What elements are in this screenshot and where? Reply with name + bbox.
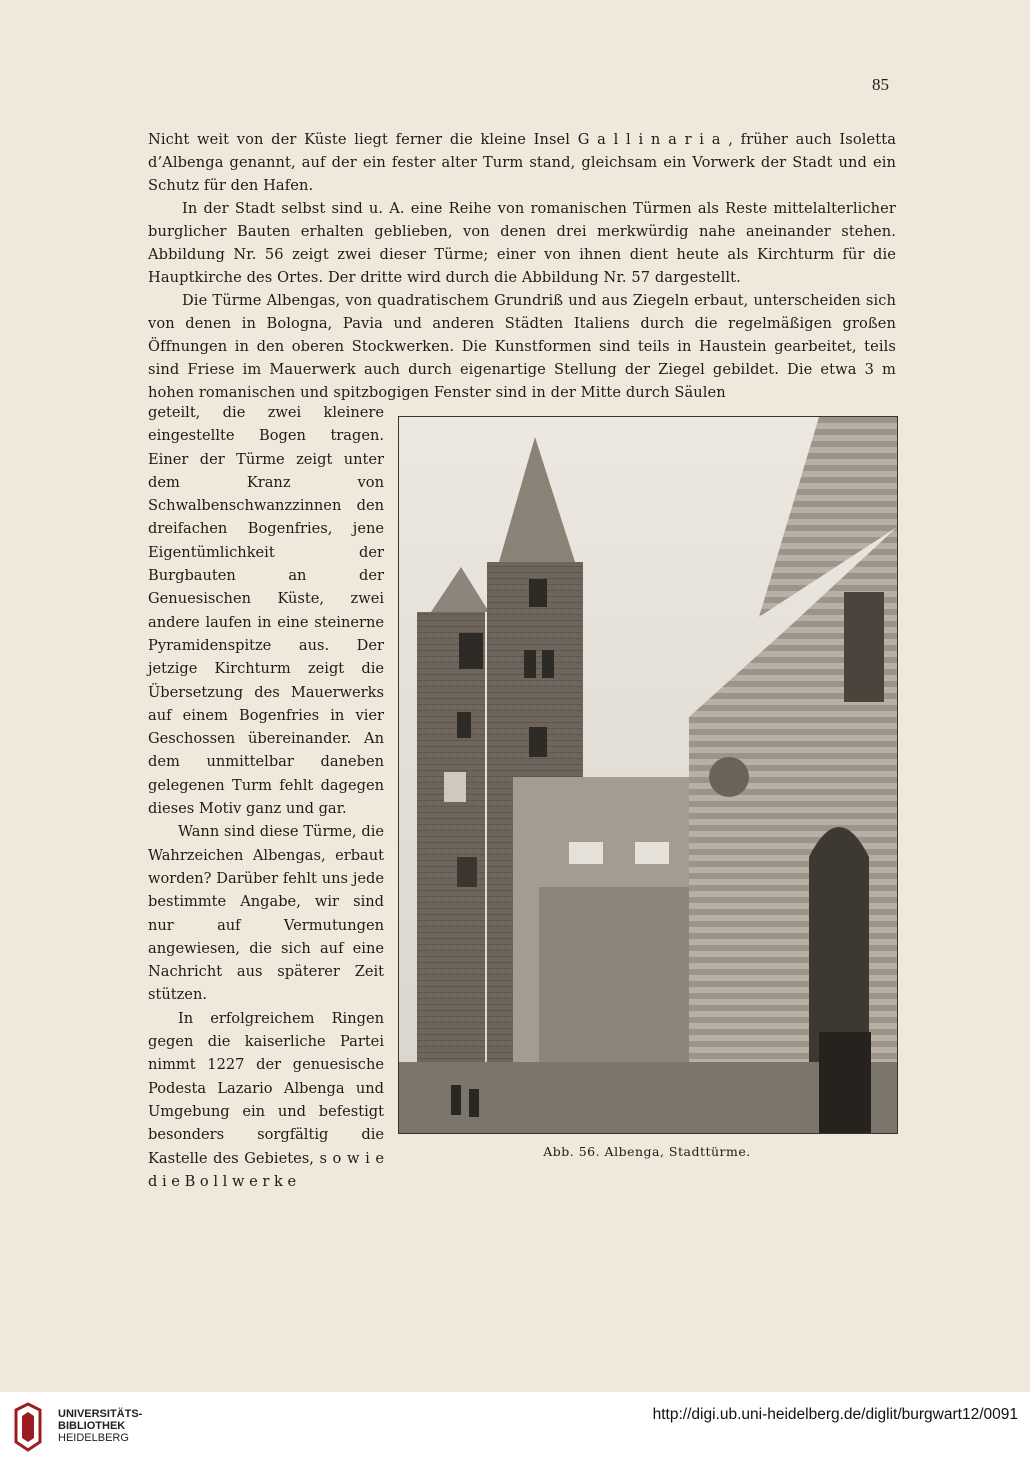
page-number: 85 [872, 75, 889, 94]
paragraph-3-continued: geteilt, die zwei kleinere eingestellte Bogen tragen. Einer der Türme zeigt unter dem Kranz von Schwalbenschwanzzinnen den dreifachen Bogenfries, jene Eigentümlichkeit der Burgbauten an der Genuesischen Küste, zwei andere laufen in eine steinerne Pyramidenspitze aus. Der jetzige Kirchturm zeigt die Übersetzung des Mauerwerks auf einem Bogenfries in vier Geschossen übereinander. An dem unmittelbar daneben gelegenen Turm fehlt dagegen dieses Motiv ganz und gar. [148, 404, 384, 818]
figure-caption: Abb. 56. Albenga, Stadttürme. [543, 1144, 751, 1159]
source-url-link[interactable]: http://digi.ub.uni-heidelberg.de/diglit/burgwart12/0091 [652, 1406, 1018, 1423]
body-text-column [148, 401, 384, 1193]
body-text-top [148, 128, 896, 404]
library-logo-icon [10, 1402, 46, 1452]
logo-line-1: UNIVERSITÄTS- [58, 1408, 143, 1420]
logo-line-2: BIBLIOTHEK [58, 1420, 126, 1432]
towers-photo-illustration [399, 417, 897, 1133]
paragraph-4: Wann sind diese Türme, die Wahrzeichen Albengas, erbaut worden? Darüber fehlt uns jede bestimmte Angabe, wir sind nur auf Vermutungen angewiesen, die sich auf eine Nachricht aus späterer Zeit stützen. [148, 823, 384, 1004]
library-name [58, 1408, 142, 1444]
logo-line-3: HEIDELBERG [58, 1432, 129, 1444]
paragraph-5: In erfolgreichem Ringen gegen die kaiserliche Partei nimmt 1227 der genuesische Podesta Lazario Albenga und Umgebung ein und befestigt besonders sorgfältig die Kastelle des Gebietes, s o w i e d i e B o l l w e r k e [148, 1009, 384, 1190]
page-footer [0, 1392, 1030, 1462]
library-logo[interactable] [10, 1402, 170, 1452]
figure-photograph [398, 416, 898, 1134]
paragraph-1: Nicht weit von der Küste liegt ferner die kleine Insel G a l l i n a r i a , früher auch Isoletta d’Albenga genannt, auf der ein fester alter Turm stand, gleichsam ein Vorwerk der Stadt und ein Schutz für den Hafen. [148, 131, 896, 194]
paragraph-3: Die Türme Albengas, von quadratischem Grundriß und aus Ziegeln erbaut, unterscheiden sich von denen in Bologna, Pavia und anderen Städten Italiens durch die regelmäßigen großen Öffnungen in den oberen Stockwerken. Die Kunstformen sind teils in Haustein gearbeitet, teils sind Friese im Mauerwerk auch durch eigenartige Stellung der Ziegel gebildet. Die etwa 3 m hohen romanischen und spitzbogigen Fenster sind in der Mitte durch Säulen [148, 292, 896, 401]
paragraph-2: In der Stadt selbst sind u. A. eine Reihe von romanischen Türmen als Reste mittelalterlicher burglicher Bauten erhalten geblieben, von denen drei merkwürdig nahe aneinander stehen. Abbildung Nr. 56 zeigt zwei dieser Türme; einer von ihnen dient heute als Kirchturm für die Hauptkirche des Ortes. Der dritte wird durch die Abbildung Nr. 57 dargestellt. [148, 200, 896, 286]
